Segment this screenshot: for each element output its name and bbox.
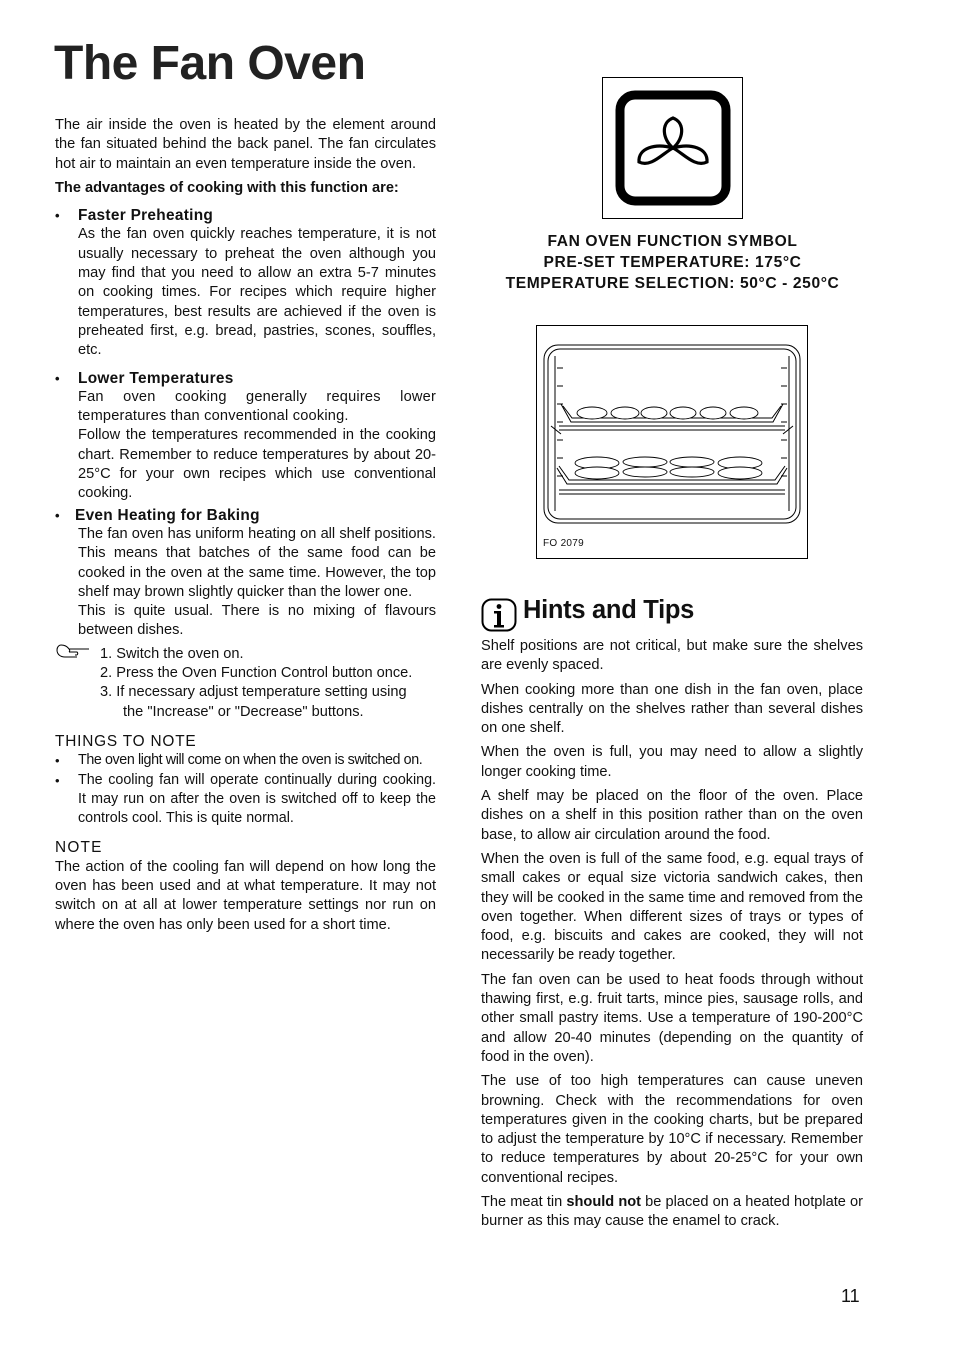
hints-column <box>481 637 863 1237</box>
bullet-body-lower-temperatures-2: Follow the temperatures recommended in the cooking chart. Remember to reduce temperatures by about 20-25°C for your own recipes which use conventional cooking. <box>78 427 436 502</box>
hint-paragraph: When the oven is full of the same food, e.g. equal trays of small cakes or equal size victoria sandwich cakes, then they will be cooked in the same time and removed from the oven together. When different sizes of trays or types of food, e.g. biscuits and cakes are cooked, they will not necessarily be ready together. <box>481 850 863 964</box>
caption-line-1: FAN OVEN FUNCTION SYMBOL <box>547 233 798 250</box>
things-to-note-heading: THINGS TO NOTE <box>55 732 197 750</box>
bullet-heading-even-heating: • Even Heating for Baking <box>55 506 436 525</box>
page-number: 11 <box>841 1286 860 1306</box>
hint-paragraph: When cooking more than one dish in the fan oven, place dishes centrally on the shelves rather than several dishes on one shelf. <box>481 681 863 737</box>
oven-interior-drawing <box>537 326 807 558</box>
step-3: 3. If necessary adjust temperature setting using <box>100 684 407 701</box>
bullet-heading-lower-temperatures: • Lower Temperatures <box>55 369 436 388</box>
left-column <box>55 116 436 935</box>
hint-paragraph: Shelf positions are not critical, but make sure the shelves are evenly spaced. <box>481 638 863 674</box>
hint-paragraph: The fan oven can be used to heat foods through without thawing first, e.g. fruit tarts, mince pies, sausage rolls, and other small pastry items. Use a temperature of 190-200°C and allow 20-40 minutes (depending on the quantity of food in the oven). <box>481 971 863 1065</box>
figure-code: FO 2079 <box>543 538 585 549</box>
caption-line-2: PRE-SET TEMPERATURE: 175°C <box>543 254 802 271</box>
note-heading: NOTE <box>55 839 103 857</box>
intro-paragraph: The air inside the oven is heated by the element around the fan situated behind the back panel. The fan circulates hot air to maintain an even temperature inside the oven. <box>55 117 436 172</box>
oven-illustration <box>536 325 808 559</box>
note-item-cooling-fan: • The cooling fan will operate continually during cooking. It may run on after the oven is switched off to keep the controls cool. This is quite normal. <box>55 771 436 829</box>
hints-heading: Hints and Tips <box>523 596 695 624</box>
hint-paragraph: When the oven is full, you may need to allow a slightly longer cooking time. <box>481 744 863 780</box>
hint-last-bold: should not <box>566 1194 642 1211</box>
step-3-continuation: the "Increase" or "Decrease" buttons. <box>123 703 364 720</box>
info-icon <box>481 598 517 632</box>
bullet-body-even-heating-2: This is quite usual. There is no mixing of flavours between dishes. <box>78 603 436 639</box>
bullet-body-even-heating: The fan oven has uniform heating on all shelf positions. This means that batches of the same food can be cooked in the oven at the same time. However, the top shelf may brown slightly quicker than the lower one. <box>78 525 436 600</box>
pointing-hand-icon <box>55 642 91 660</box>
bullet-body-faster-preheating: As the fan oven quickly reaches temperature, it is not usually necessary to preheat the oven although you may find that you need to allow an extra 5-7 minutes on cooking times. For recipes which require higher temperatures, best results are achieved if the oven is preheated first, e.g. bread, pastries, scones, souffles, etc. <box>78 226 436 359</box>
step-1: 1. Switch the oven on. <box>100 645 244 662</box>
note-text: The action of the cooling fan will depend on how long the oven has been used and at what temperature. It may not switch on at all at lower temperature settings nor run on where the oven has only been used for a short time. <box>55 858 436 933</box>
hint-paragraph: The use of too high temperatures can cause uneven browning. Check with the recommendations for oven temperatures given in the cooking charts, but be prepared to adjust the temperature by 10°C if necessary. Remember to reduce temperatures by about 20-25°C for your own conventional recipes. <box>481 1073 863 1186</box>
hint-last-before: The meat tin <box>481 1194 567 1211</box>
note-item-light: • The oven light will come on when the oven is switched on. <box>55 751 436 770</box>
page-title: The Fan Oven <box>54 37 366 90</box>
steps-list <box>55 645 436 722</box>
step-2: 2. Press the Oven Function Control button once. <box>100 665 413 682</box>
hint-last-after: be placed on a heated hotplate or burner as this may cause the enamel to crack. <box>481 1194 863 1230</box>
hint-paragraph-meat-tin <box>481 1193 863 1232</box>
bullet-body-lower-temperatures: Fan oven cooking generally requires lower temperatures than conventional cooking. <box>78 388 436 425</box>
symbol-caption <box>480 231 865 294</box>
hint-paragraph: A shelf may be placed on the floor of the oven. Place dishes on a shelf in this position rather than on the oven base, to allow air circulation around the food. <box>481 788 863 843</box>
caption-line-3: TEMPERATURE SELECTION: 50°C - 250°C <box>505 275 840 292</box>
fan-symbol-box <box>602 77 743 219</box>
bullet-heading-faster-preheating: • Faster Preheating <box>55 206 436 225</box>
fan-oven-symbol-icon <box>603 78 742 218</box>
advantages-lead: The advantages of cooking with this function are: <box>55 179 399 196</box>
